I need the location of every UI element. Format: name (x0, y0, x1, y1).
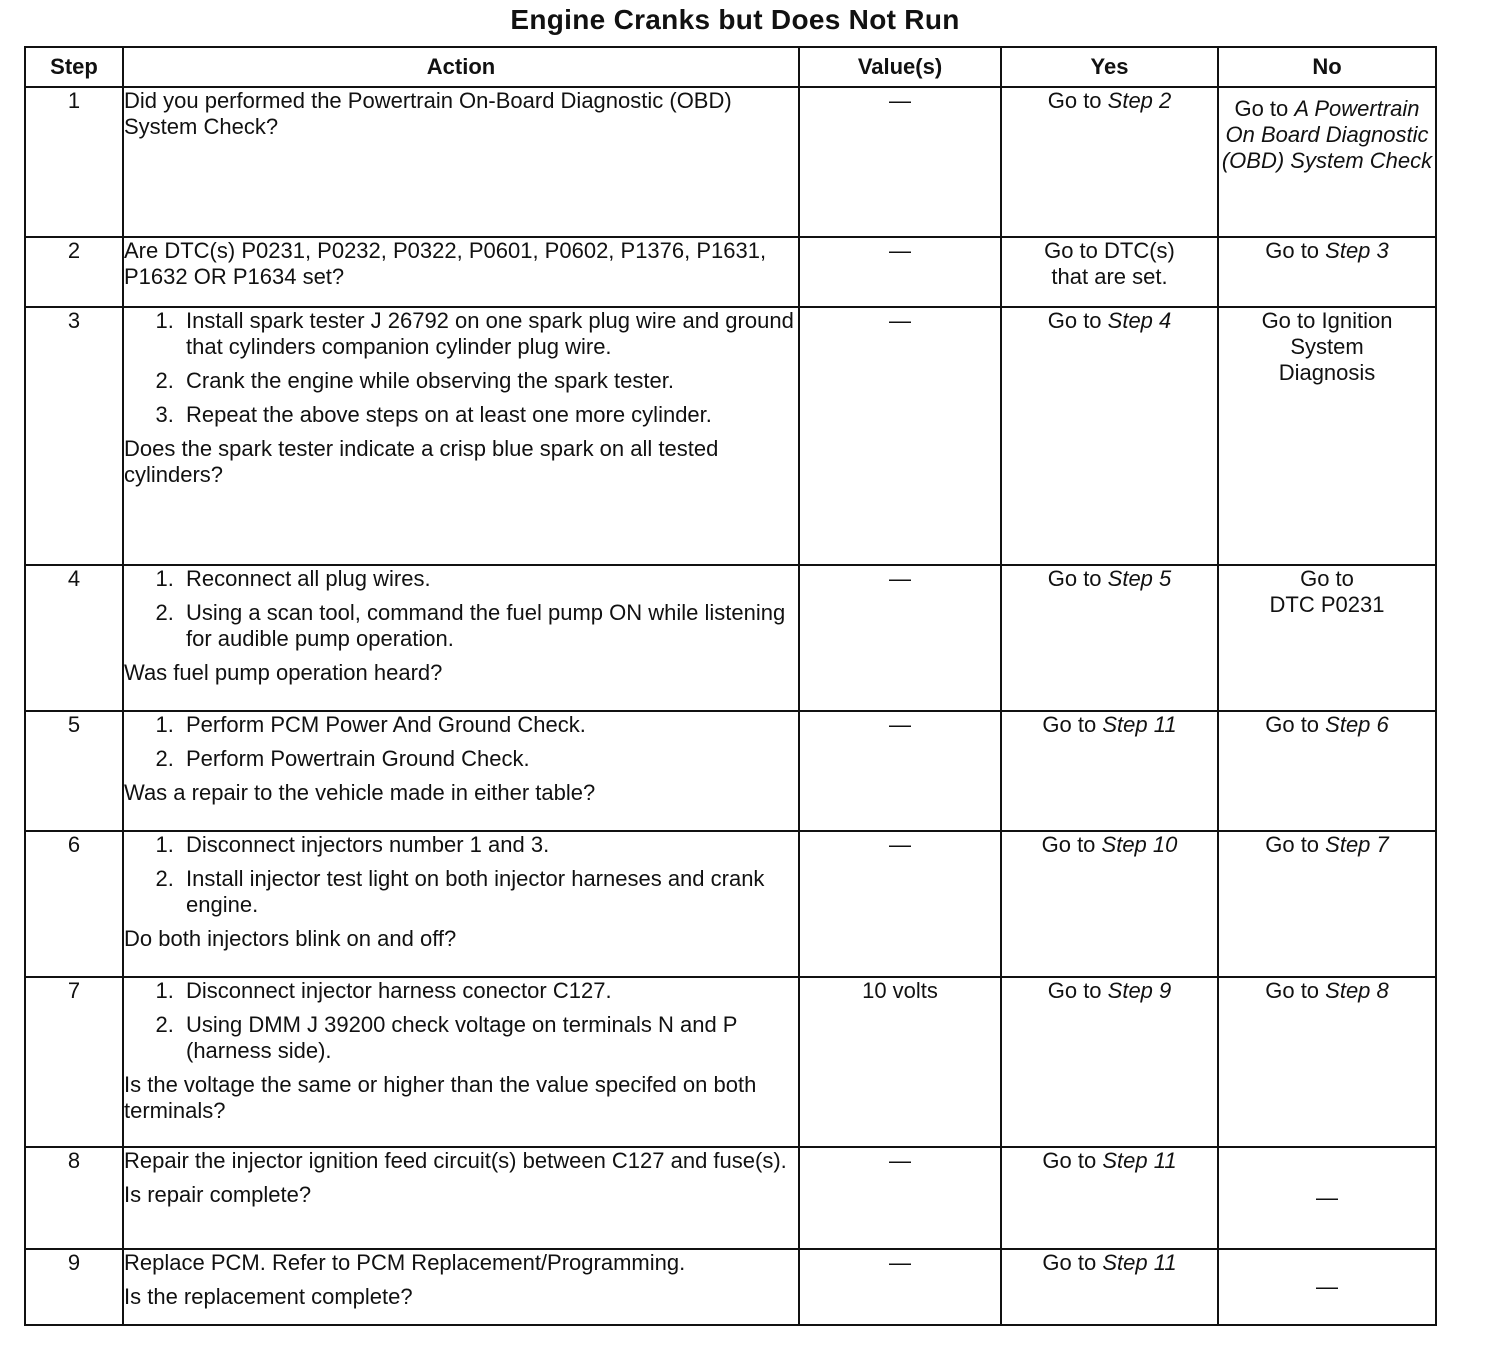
question-text: Was a repair to the vehicle made in either table? (124, 780, 596, 805)
no-cell: — (1218, 1147, 1436, 1249)
action-cell (123, 307, 799, 565)
step-number: 2 (25, 237, 123, 307)
yes-step-link[interactable]: Step 2 (1107, 88, 1172, 113)
no-step-link[interactable]: Step 7 (1325, 832, 1389, 857)
yes-cell (1001, 87, 1218, 237)
yes-step-link[interactable]: Step 11 (1102, 1148, 1177, 1173)
value-cell: 10 volts (799, 977, 1001, 1147)
yes-prefix: Go to (1047, 978, 1108, 1003)
no-prefix: Go to (1265, 978, 1326, 1003)
yes-step-link[interactable]: Step 10 (1101, 832, 1178, 857)
substep-item: 2. Crank the engine while observing the spark tester. (180, 368, 798, 394)
action-cell (123, 977, 799, 1147)
yes-step-link[interactable]: Step 9 (1107, 978, 1172, 1003)
substep-list (124, 712, 798, 772)
substep-item: 1. Install spark tester J 26792 on one spark plug wire and ground that cylinders companion cylinder plug wire. (180, 308, 798, 360)
substep-list (124, 832, 798, 918)
step-number: 3 (25, 307, 123, 565)
table-row (25, 87, 1436, 237)
step-number: 5 (25, 711, 123, 831)
substep-list (124, 978, 798, 1064)
action-cell (123, 565, 799, 711)
substep-list (124, 308, 798, 428)
yes-step-link[interactable]: Step 11 (1102, 1250, 1177, 1275)
question-text: Was fuel pump operation heard? (124, 660, 443, 685)
step-number: 4 (25, 565, 123, 711)
question-text: Is the voltage the same or higher than the value specifed on both terminals? (124, 1072, 757, 1123)
table-header-row (25, 47, 1436, 87)
yes-cell (1001, 977, 1218, 1147)
table-row (25, 1147, 1436, 1249)
question-text: Is the replacement complete? (124, 1284, 413, 1309)
no-cell: — (1218, 1249, 1436, 1325)
step-number: 7 (25, 977, 123, 1147)
action-text: Replace PCM. Refer to PCM Replacement/Programming. (124, 1250, 686, 1275)
value-cell: — (799, 565, 1001, 711)
value-cell: — (799, 1249, 1001, 1325)
yes-step-link[interactable]: Step 5 (1107, 566, 1172, 591)
no-step-link[interactable]: Step 8 (1325, 978, 1389, 1003)
yes-prefix: Go to (1042, 712, 1103, 737)
action-text: Are DTC(s) P0231, P0232, P0322, P0601, P0602, P1376, P1631, P1632 OR P1634 set? (124, 238, 767, 289)
step-number: 8 (25, 1147, 123, 1249)
header-step: Step (25, 47, 123, 87)
substep-item: 1. Perform PCM Power And Ground Check. (180, 712, 798, 738)
yes-step-link[interactable]: Step 4 (1107, 308, 1172, 333)
header-action: Action (123, 47, 799, 87)
diagnostic-table (24, 46, 1437, 1326)
header-values: Value(s) (799, 47, 1001, 87)
yes-cell (1001, 831, 1218, 977)
action-cell (123, 1147, 799, 1249)
header-no: No (1218, 47, 1436, 87)
yes-prefix: Go to (1042, 1250, 1103, 1275)
question-text: Do both injectors blink on and off? (124, 926, 457, 951)
no-prefix: Go to (1265, 712, 1326, 737)
substep-item: 2. Perform Powertrain Ground Check. (180, 746, 798, 772)
value-cell: — (799, 831, 1001, 977)
action-text: Did you performed the Powertrain On-Board Diagnostic (OBD) System Check? (124, 88, 732, 139)
question-text: Does the spark tester indicate a crisp blue spark on all tested cylinders? (124, 436, 719, 487)
no-cell[interactable]: Go to Ignition System Diagnosis (1218, 307, 1436, 565)
table-row (25, 977, 1436, 1147)
no-step-link[interactable]: Step 3 (1325, 238, 1389, 263)
no-cell (1218, 237, 1436, 307)
table-row (25, 565, 1436, 711)
no-cell (1218, 711, 1436, 831)
table-row (25, 711, 1436, 831)
no-prefix: Go to (1234, 96, 1295, 121)
value-cell: — (799, 711, 1001, 831)
question-text: Is repair complete? (124, 1182, 312, 1207)
yes-prefix: Go to (1047, 88, 1108, 113)
yes-prefix: Go to (1047, 308, 1108, 333)
yes-prefix: Go to (1041, 832, 1102, 857)
no-prefix: Go to (1265, 832, 1326, 857)
step-number: 6 (25, 831, 123, 977)
value-cell: — (799, 87, 1001, 237)
action-cell (123, 831, 799, 977)
action-cell (123, 87, 799, 237)
substep-item: 3. Repeat the above steps on at least one more cylinder. (180, 402, 798, 428)
yes-cell (1001, 1249, 1218, 1325)
action-cell (123, 1249, 799, 1325)
no-step-link[interactable]: A Powertrain On Board Diagnostic (OBD) System Check (1221, 96, 1433, 173)
substep-list (124, 566, 798, 652)
substep-item: 2. Using a scan tool, command the fuel pump ON while listening for audible pump operation. (180, 600, 798, 652)
yes-cell (1001, 711, 1218, 831)
action-cell (123, 237, 799, 307)
no-cell (1218, 831, 1436, 977)
value-cell: — (799, 237, 1001, 307)
no-cell (1218, 87, 1436, 237)
table-row (25, 237, 1436, 307)
header-yes: Yes (1001, 47, 1218, 87)
step-number: 1 (25, 87, 123, 237)
no-prefix: Go to (1265, 238, 1326, 263)
action-cell (123, 711, 799, 831)
no-step-link[interactable]: Step 6 (1325, 712, 1389, 737)
no-cell (1218, 977, 1436, 1147)
yes-step-link[interactable]: Step 11 (1102, 712, 1177, 737)
yes-prefix: Go to (1042, 1148, 1103, 1173)
step-number: 9 (25, 1249, 123, 1325)
substep-item: 1. Disconnect injectors number 1 and 3. (180, 832, 798, 858)
substep-item: 1. Reconnect all plug wires. (180, 566, 798, 592)
substep-item: 2. Install injector test light on both injector harneses and crank engine. (180, 866, 798, 918)
yes-prefix: Go to (1047, 566, 1108, 591)
no-cell[interactable]: Go to DTC P0231 (1218, 565, 1436, 711)
table-row (25, 1249, 1436, 1325)
value-cell: — (799, 1147, 1001, 1249)
yes-cell (1001, 1147, 1218, 1249)
yes-cell (1001, 307, 1218, 565)
table-row (25, 307, 1436, 565)
substep-item: 1. Disconnect injector harness conector C127. (180, 978, 798, 1004)
substep-item: 2. Using DMM J 39200 check voltage on terminals N and P (harness side). (180, 1012, 798, 1064)
table-row (25, 831, 1436, 977)
page-title: Engine Cranks but Does Not Run (510, 4, 960, 35)
action-text: Repair the injector ignition feed circuit(s) between C127 and fuse(s). (124, 1148, 787, 1173)
yes-cell (1001, 565, 1218, 711)
yes-cell[interactable]: Go to DTC(s) that are set. (1001, 237, 1218, 307)
value-cell: — (799, 307, 1001, 565)
